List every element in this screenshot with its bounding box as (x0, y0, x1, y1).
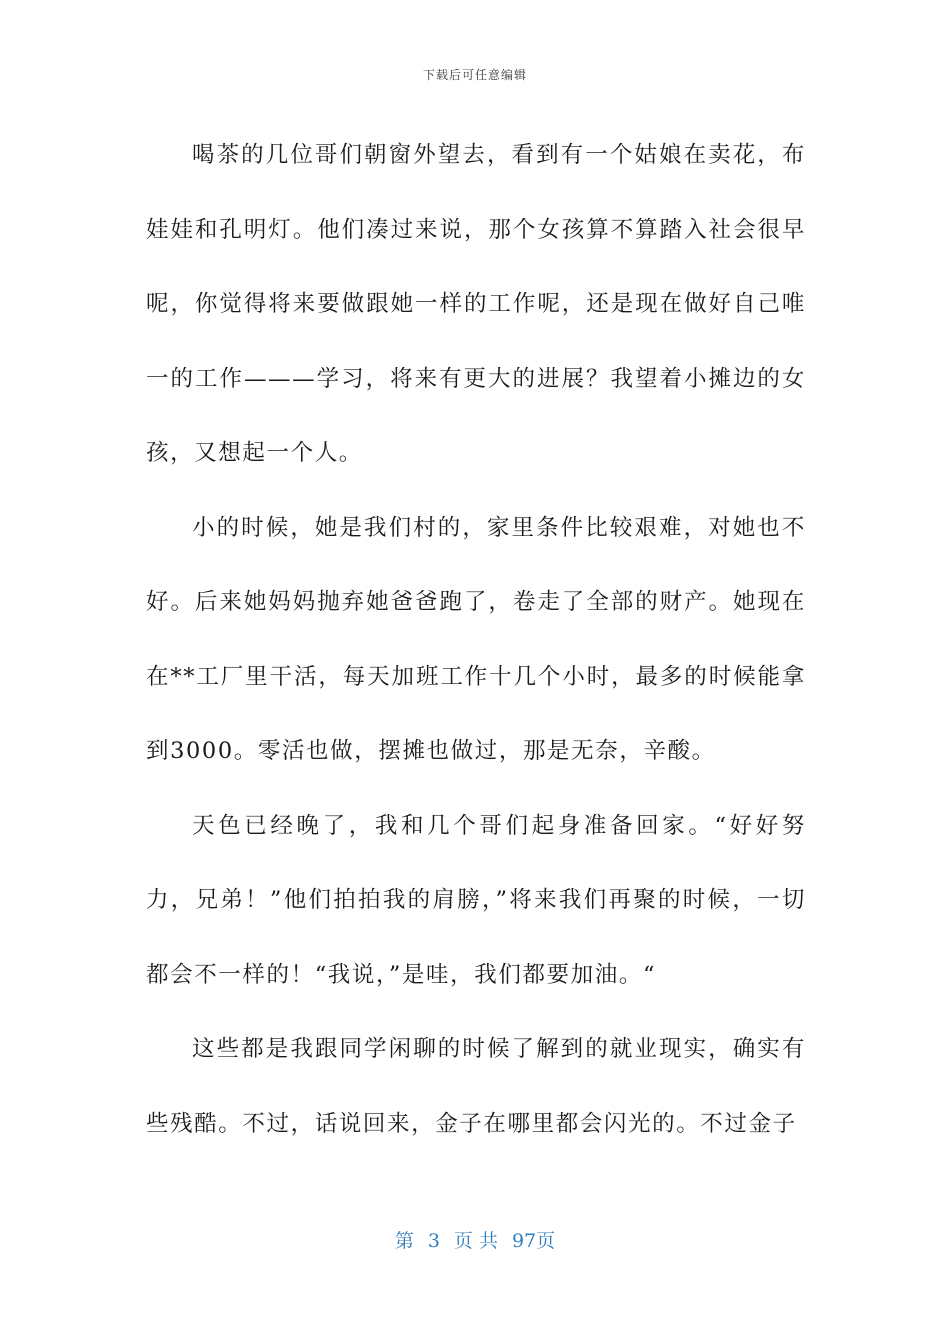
current-page-number: 3 (427, 1230, 440, 1252)
total-pages-number: 97 (511, 1230, 537, 1252)
footer-suffix: 页 (536, 1230, 556, 1252)
footer-prefix: 第 (394, 1230, 414, 1252)
paragraph: 喝茶的几位哥们朝窗外望去，看到有一个姑娘在卖花，布娃娃和孔明灯。他们凑过来说，那个女孩算不算踏入社会很早呢，你觉得将来要做跟她一样的工作呢，还是现在做好自己唯一的工作———学习，将来有更大的进展？我望着小摊边的女孩，又想起一个人。 (146, 142, 806, 466)
footer-middle: 页 共 (453, 1230, 498, 1252)
paragraph: 小的时候，她是我们村的，家里条件比较艰难，对她也不好。后来她妈妈抛弃她爸爸跑了，卷走了全部的财产。她现在在**工厂里干活，每天加班工作十几个小时，最多的时候能拿到3000。零活也做，摆摊也做过，那是无奈，辛酸。 (146, 514, 806, 764)
paragraph: 天色已经晚了，我和几个哥们起身准备回家。“好好努力，兄弟！”他们拍拍我的肩膀，”将来我们再聚的时候，一切都会不一样的！“我说，”是哇，我们都要加油。“ (146, 812, 806, 988)
document-body (146, 118, 806, 1161)
page-header-note: 下载后可任意编辑 (422, 68, 527, 82)
page-number-footer (0, 1226, 950, 1253)
paragraph: 这些都是我跟同学闲聊的时候了解到的就业现实，确实有些残酷。不过，话说回来，金子在哪里都会闪光的。不过金子 (146, 1036, 806, 1137)
